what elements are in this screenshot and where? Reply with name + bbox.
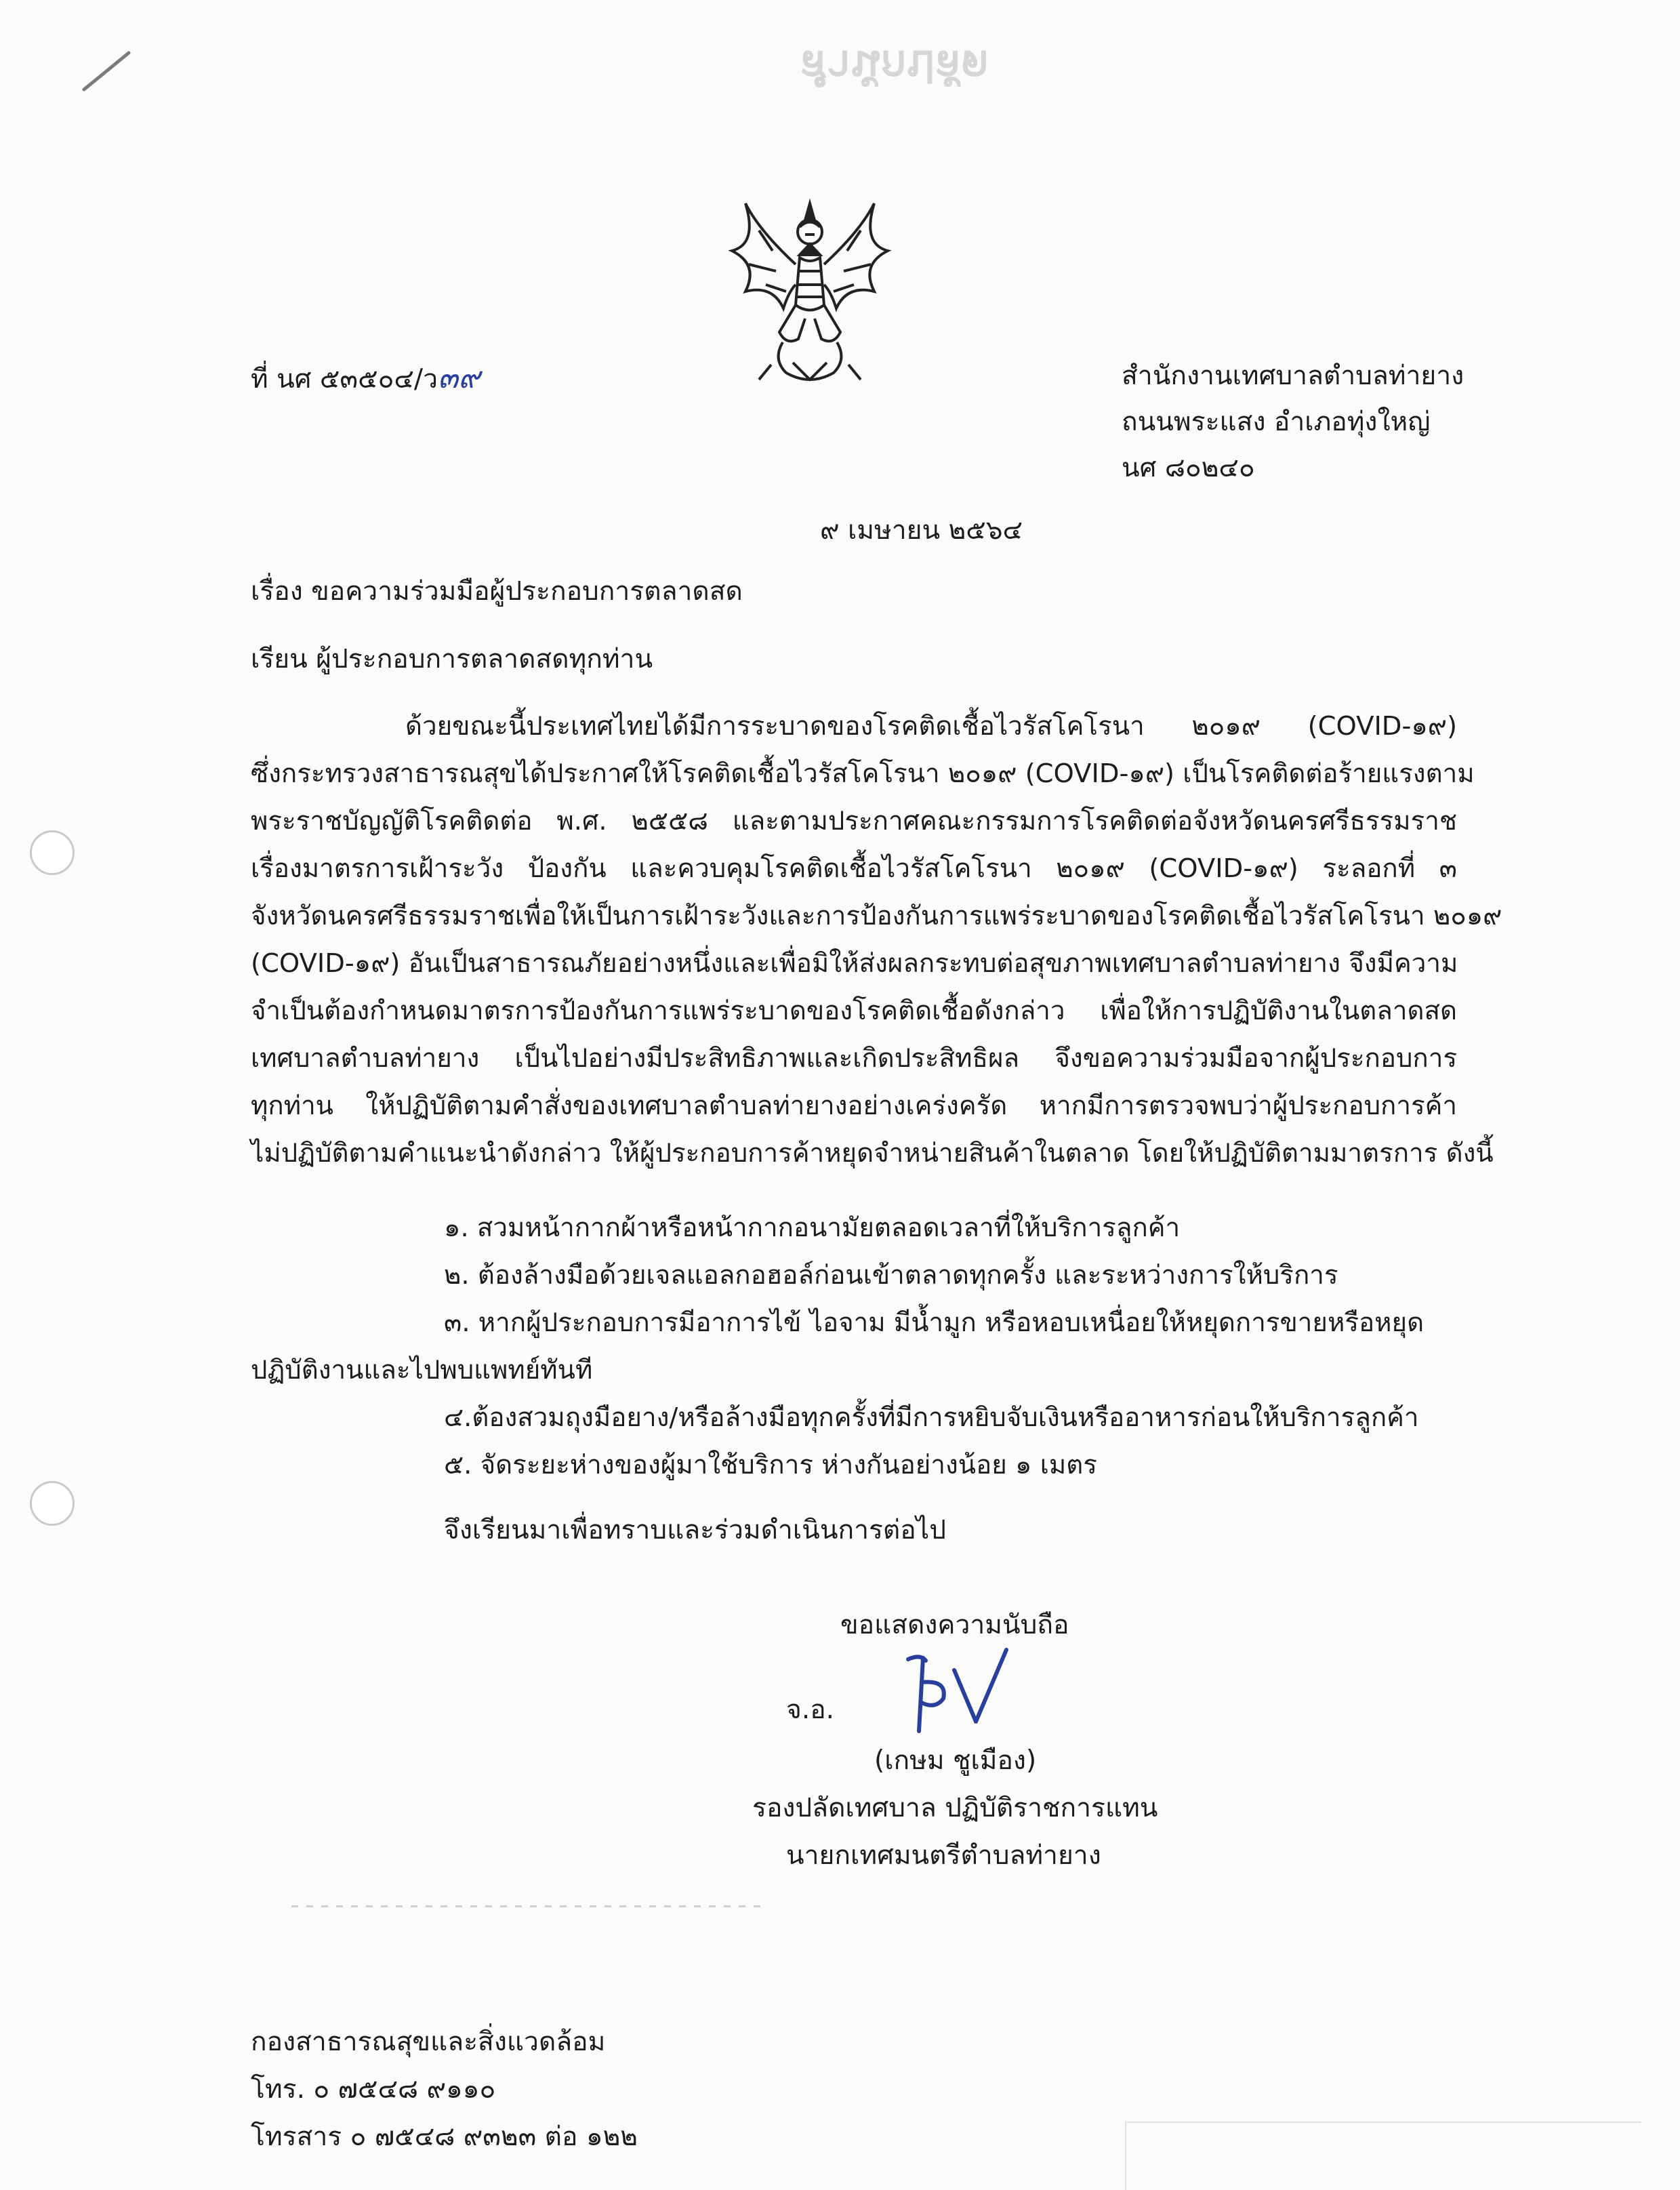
punch-hole-top: [30, 830, 75, 875]
reference-handwritten: ๓๙: [437, 361, 480, 395]
reference-prefix: ที่ นศ ๕๓๕๐๔/ว: [251, 364, 438, 394]
measure-4: ๔.ต้องสวมถุงมือยาง/หรือล้างมือทุกครั้งที่มีการหยิบจับเงินหรืออาหารก่อนให้บริการลูกค้า: [444, 1402, 1419, 1433]
reference-number: [251, 361, 480, 397]
body-line: ไม่ปฏิบัติตามคำแนะนำดังกล่าว ให้ผู้ประกอบการค้าหยุดจำหน่ายสินค้าในตลาด โดยให้ปฏิบัติตามมาตรการ ดังนี้: [251, 1138, 1494, 1169]
garuda-emblem-icon: [718, 190, 901, 393]
top-stamp-bleed: สำนักปลัด: [800, 40, 989, 91]
body-line: จำเป็นต้องกำหนดมาตรการป้องกันการแพร่ระบาดของโรคติดเชื้อดังกล่าว เพื่อให้การปฏิบัติงานในตลาดสด: [251, 996, 1457, 1026]
letter-date: ๙ เมษายน ๒๕๖๔: [820, 515, 1023, 546]
body-line: ทุกท่าน ให้ปฏิบัติตามคำสั่งของเทศบาลตำบลท่ายางอย่างเคร่งครัด หากมีการตรวจพบว่าผู้ประกอบการค้า: [251, 1091, 1457, 1121]
punch-hole-bottom: [30, 1481, 75, 1526]
body-line: ซึ่งกระทรวงสาธารณสุขได้ประกาศให้โรคติดเชื้อไวรัสโคโรนา ๒๐๑๙ (COVID-๑๙) เป็นโรคติดต่อร้ายแรงตาม: [251, 758, 1475, 789]
signer-title: รองปลัดเทศบาล ปฏิบัติราชการแทน: [752, 1793, 1158, 1823]
body-line: เทศบาลตำบลท่ายาง เป็นไปอย่างมีประสิทธิภาพและเกิดประสิทธิผล จึงขอความร่วมมือจากผู้ประกอบการ: [251, 1043, 1457, 1074]
sender-postcode: นศ ๘๐๒๔๐: [1122, 453, 1255, 483]
regards: ขอแสดงความนับถือ: [840, 1610, 1069, 1640]
handwritten-signature: [895, 1640, 1030, 1742]
staple-mark: [80, 47, 134, 95]
footer-fax: โทรสาร ๐ ๗๕๔๘ ๙๓๒๓ ต่อ ๑๒๒: [251, 2122, 638, 2152]
measure-3-continued: ปฏิบัติงานและไปพบแพทย์ทันที: [251, 1355, 593, 1385]
body-line: พระราชบัญญัติโรคติดต่อ พ.ศ. ๒๕๕๘ และตามประกาศคณะกรรมการโรคติดต่อจังหวัดนครศรีธรรมราช: [251, 806, 1457, 836]
measure-3: ๓. หากผู้ประกอบการมีอาการไข้ ไอจาม มีน้ำมูก หรือหอบเหนื่อยให้หยุดการขายหรือหยุด: [444, 1307, 1425, 1338]
body-line: ด้วยขณะนี้ประเทศไทยได้มีการระบาดของโรคติดเชื้อไวรัสโคโรนา ๒๐๑๙ (COVID-๑๙): [405, 711, 1457, 742]
body-line: เรื่องมาตรการเฝ้าระวัง ป้องกัน และควบคุมโรคติดเชื้อไวรัสโคโรนา ๒๐๑๙ (COVID-๑๙) ระลอกที่ ๓: [251, 853, 1457, 884]
measure-1: ๑. สวมหน้ากากผ้าหรือหน้ากากอนามัยตลอดเวลาที่ให้บริการลูกค้า: [444, 1213, 1181, 1243]
measure-5: ๕. จัดระยะห่างของผู้มาใช้บริการ ห่างกันอย่างน้อย ๑ เมตร: [444, 1450, 1097, 1480]
letter-subject: เรื่อง ขอความร่วมมือผู้ประกอบการตลาดสด: [251, 576, 743, 607]
body-line: (COVID-๑๙) อันเป็นสาธารณภัยอย่างหนึ่งและเพื่อมิให้ส่งผลกระทบต่อสุขภาพเทศบาลตำบลท่ายาง จึงมีความ: [251, 948, 1458, 979]
sender-office: สำนักงานเทศบาลตำบลท่ายาง: [1122, 361, 1464, 391]
signer-name: (เกษม ชูเมือง): [874, 1745, 1037, 1776]
scan-artifact-box: [1125, 2122, 1641, 2190]
footer-department: กองสาธารณสุขและสิ่งแวดล้อม: [251, 2027, 606, 2057]
letter-recipient: เรียน ผู้ประกอบการตลาดสดทุกท่าน: [251, 644, 653, 674]
body-line: จังหวัดนครศรีธรรมราชเพื่อให้เป็นการเฝ้าระวังและการป้องกันการแพร่ระบาดของโรคติดเชื้อไวรัสโคโรนา ๒๐๑๙: [251, 901, 1502, 931]
measure-2: ๒. ต้องล้างมือด้วยเจลแอลกอฮอล์ก่อนเข้าตลาดทุกครั้ง และระหว่างการให้บริการ: [444, 1260, 1338, 1291]
footer-telephone: โทร. ๐ ๗๕๔๘ ๙๑๑๐: [251, 2074, 496, 2105]
closing-line: จึงเรียนมาเพื่อทราบและร่วมดำเนินการต่อไป: [444, 1515, 947, 1545]
on-behalf-prefix: จ.อ.: [786, 1695, 835, 1725]
sender-road: ถนนพระแสง อำเภอทุ่งใหญ่: [1122, 407, 1431, 437]
signer-title-on-behalf-of: นายกเทศมนตรีตำบลท่ายาง: [786, 1840, 1101, 1871]
scan-artifact-line: [291, 1905, 766, 1907]
